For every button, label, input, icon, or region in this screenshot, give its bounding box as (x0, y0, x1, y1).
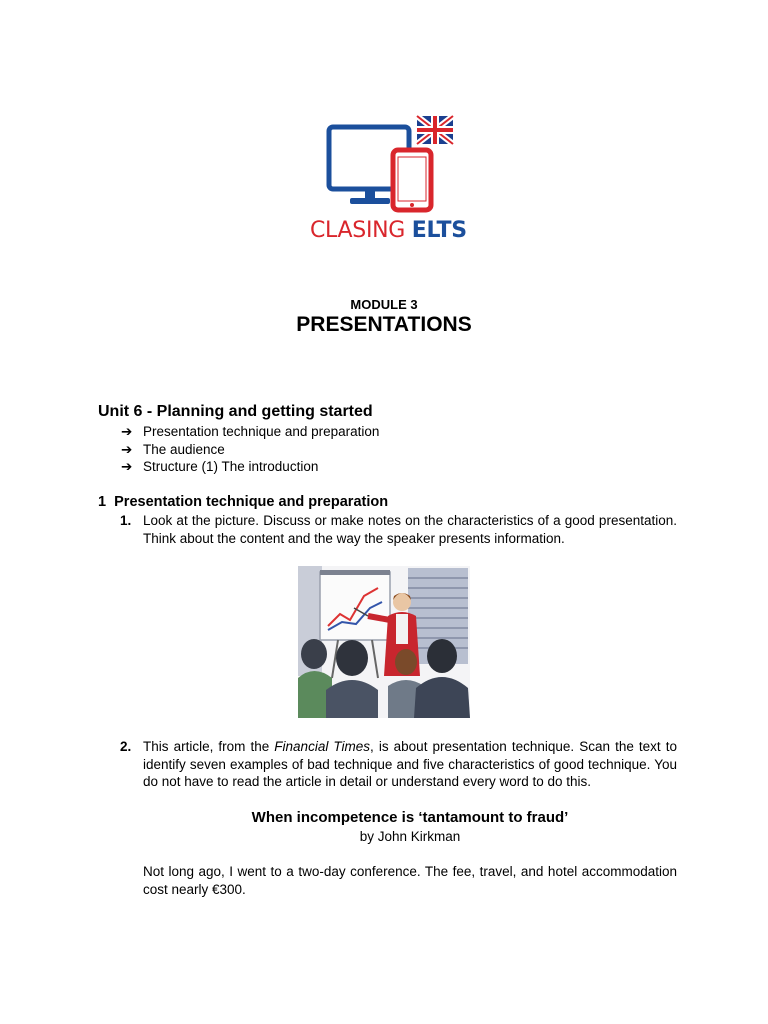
list-item (121, 441, 379, 459)
exercise-item (120, 738, 677, 791)
exercise-text: Look at the picture. Discuss or make notes on the characteristics of a good presentation. Think about the content and the way the speaker presents information. (143, 513, 677, 546)
arrow-right-icon: ➔ (121, 459, 133, 474)
exercise-text-end: , is about presentation technique. Scan the text to identify seven examples of bad technique and five characteristics of good technique. You do not have to read the article in detail or understand every word to do this. (143, 739, 677, 789)
section-title-text: Presentation technique and preparation (114, 494, 389, 510)
unit-topic-list (121, 423, 379, 476)
arrow-right-icon: ➔ (121, 441, 133, 457)
smartphone-icon (393, 150, 431, 210)
list-item (121, 423, 379, 441)
topic-text: Presentation technique and preparation (143, 424, 380, 439)
article-paragraph: Not long ago, I went to a two-day conference. The fee, travel, and hotel accommodation cost nearly €300. (143, 864, 677, 897)
module-label: MODULE 3 (350, 297, 418, 312)
brand-name-part1: CLASING (310, 218, 406, 243)
presentation-illustration (298, 566, 470, 718)
publication-name: Financial Times (274, 739, 371, 754)
topic-text: Structure (1) The introduction (143, 459, 319, 474)
article-byline: by John Kirkman (359, 829, 461, 844)
unit-title: Unit 6 - Planning and getting started (98, 403, 373, 420)
exercise-text (143, 738, 677, 791)
exercise-item (120, 512, 677, 547)
exercise-text-start: This article, from the (143, 739, 275, 754)
exercise-number: 2. (120, 739, 132, 754)
brand-name-part2: ELTS (411, 218, 467, 243)
topic-text: The audience (143, 441, 225, 457)
section-number: 1 (98, 494, 107, 510)
uk-flag-icon (417, 116, 453, 144)
article-title: When incompetence is ‘tantamount to fraud’ (251, 809, 569, 826)
brand-name (310, 216, 467, 246)
list-item (121, 458, 379, 476)
module-title: PRESENTATIONS (296, 313, 472, 336)
section-title (98, 494, 388, 510)
arrow-right-icon: ➔ (121, 424, 133, 439)
exercise-number: 1. (120, 513, 132, 528)
